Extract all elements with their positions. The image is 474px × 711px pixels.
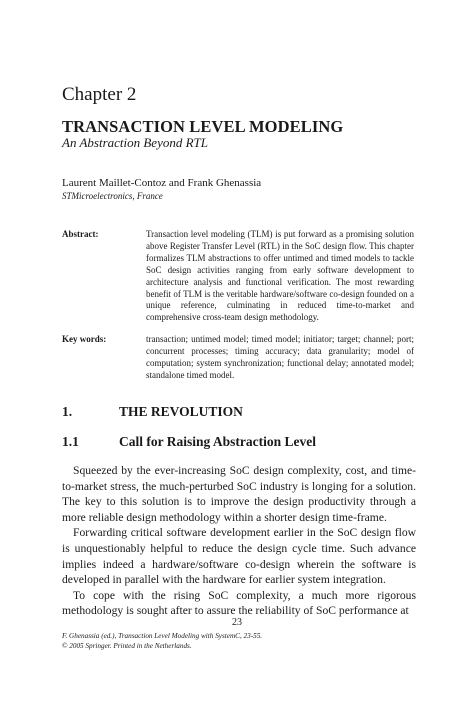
chapter-title: TRANSACTION LEVEL MODELING bbox=[62, 117, 344, 136]
paragraph: Squeezed by the ever-increasing SoC design complexity, cost, and time-to-market stress, the much-perturbed SoC industry is longing for a solution. The key to this solution is to improve the design productivity through a more reliable design methodology within a shorter design time-frame. bbox=[62, 464, 416, 524]
subsection-heading bbox=[62, 434, 316, 450]
subsection-number: 1.1 bbox=[62, 434, 79, 449]
keywords-text: transaction; untimed model; timed model; initiator; target; channel; port; concurrent processes; timing accuracy; data granularity; model of computation; system synchronization; functional delay; annotated model; standalone timed model. bbox=[146, 334, 414, 380]
abstract-label: Abstract: bbox=[62, 229, 99, 239]
chapter-subtitle: An Abstraction Beyond RTL bbox=[62, 135, 209, 150]
keywords-label: Key words: bbox=[62, 334, 107, 344]
body-text bbox=[62, 463, 416, 619]
chapter-heading: Chapter 2 bbox=[62, 84, 137, 105]
subsection-title: Call for Raising Abstraction Level bbox=[119, 434, 316, 449]
footer-copyright: © 2005 Springer. Printed in the Netherlands. bbox=[62, 642, 192, 650]
footer-citation: F. Ghenassia (ed.), Transaction Level Modeling with SystemC, 23-55. bbox=[62, 632, 263, 640]
section-number: 1. bbox=[62, 404, 73, 419]
authors: Laurent Maillet-Contoz and Frank Ghenassia bbox=[62, 177, 262, 189]
page-number: 23 bbox=[232, 617, 242, 628]
section-title: THE REVOLUTION bbox=[119, 404, 243, 419]
section-heading bbox=[62, 404, 243, 420]
paragraph: To cope with the rising SoC complexity, a much more rigorous methodology is sought after to assure the reliability of SoC performance at bbox=[62, 588, 416, 618]
abstract-text: Transaction level modeling (TLM) is put forward as a promising solution above Register Transfer Level (RTL) in the SoC design flow. This chapter formalizes TLM abstractions to offer untimed and timed models to tackle SoC design activities ranging from early software development to architecture analysis and functional verification. The most rewarding benefit of TLM is the veritable hardware/software co-design founded on a unique reference, culminating in reduced time-to-market and comprehensive cross-team design methodology. bbox=[146, 229, 414, 323]
affiliation: STMicroelectronics, France bbox=[62, 191, 163, 201]
paragraph: Forwarding critical software development earlier in the SoC design flow is unquestionably helpful to reduce the design cycle time. Such advance implies indeed a hardware/software co-design wherein the software is developed in parallel with the hardware for earlier system integration. bbox=[62, 526, 416, 587]
